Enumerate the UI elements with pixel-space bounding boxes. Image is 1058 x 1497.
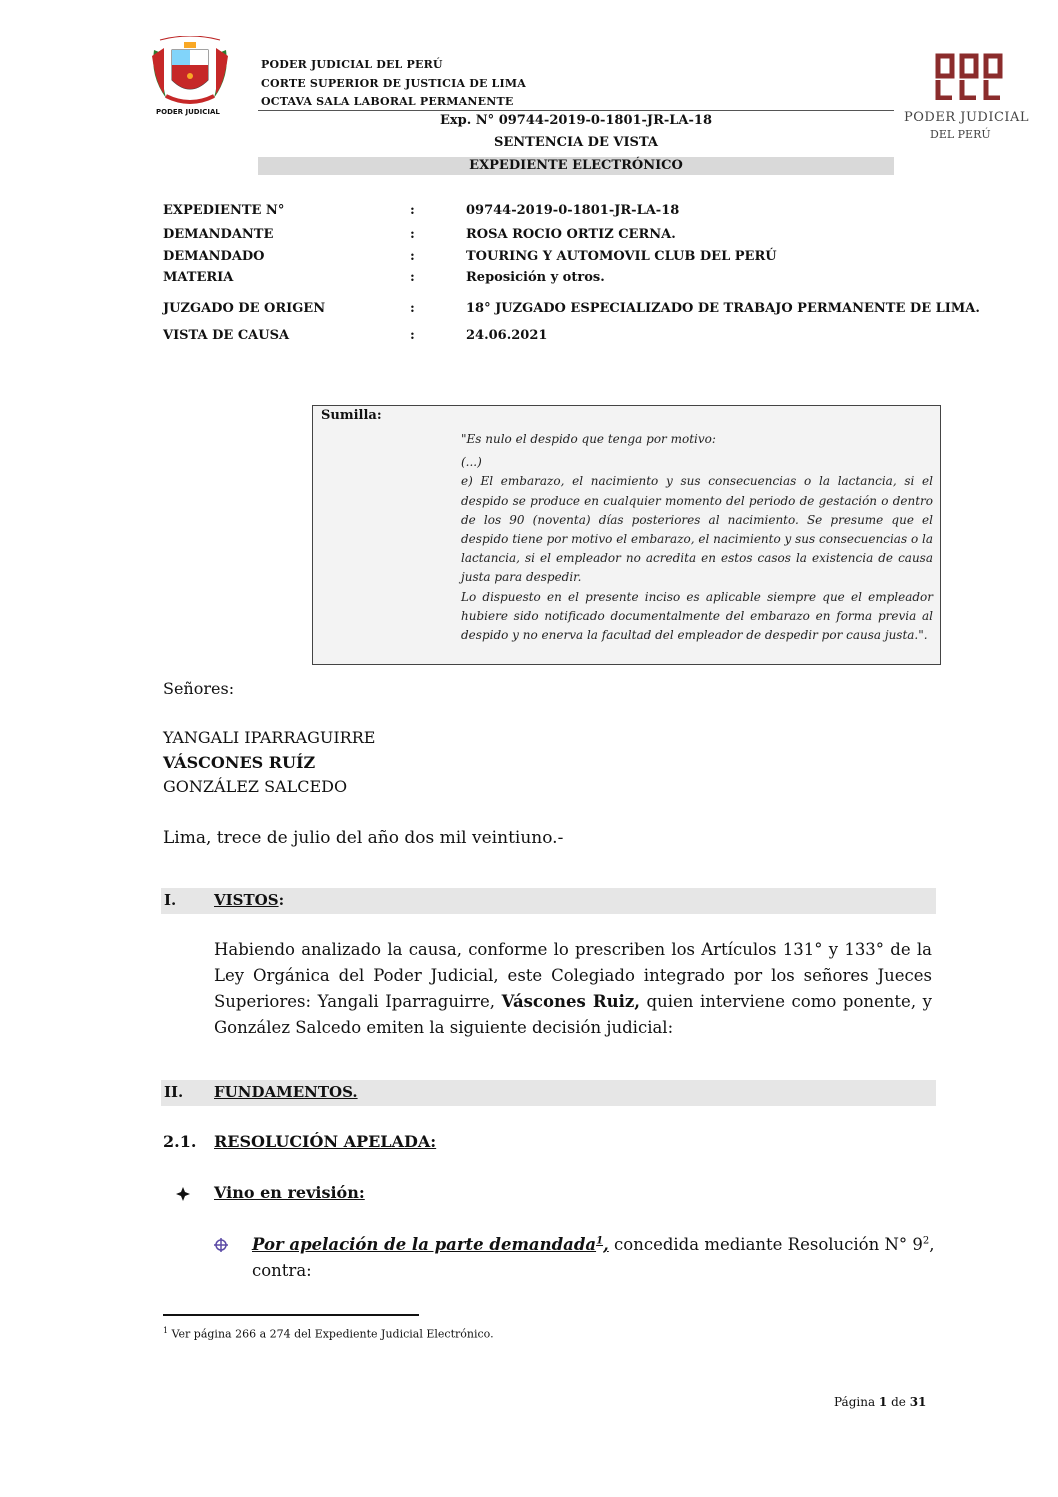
- sumilla-title: Sumilla:: [321, 408, 382, 423]
- page-current: 1: [878, 1395, 888, 1409]
- appeal-comma: ,: [603, 1235, 609, 1254]
- meta-label-demandante: DEMANDANTE: [163, 227, 274, 242]
- header-rule: [258, 110, 894, 111]
- judge-name: GONZÁLEZ SALCEDO: [163, 777, 348, 796]
- date-line: Lima, trece de julio del año dos mil veintiuno.-: [163, 828, 564, 848]
- meta-label-materia: MATERIA: [163, 270, 234, 285]
- poder-judicial-logo: [904, 52, 1030, 144]
- appeal-line: [252, 1235, 935, 1254]
- ponente-name: Váscones Ruiz,: [501, 992, 640, 1011]
- page-middle: de: [887, 1395, 910, 1409]
- judge-name-ponente: VÁSCONES RUÍZ: [163, 753, 316, 772]
- meta-colon: :: [410, 270, 415, 285]
- section-colon: :: [278, 891, 285, 909]
- appeal-text: concedida mediante Resolución N° 9: [608, 1235, 923, 1254]
- footnote: [163, 1326, 494, 1341]
- appeal-line-2: contra:: [252, 1261, 312, 1280]
- footnote-text: Ver página 266 a 274 del Expediente Judicial Electrónico.: [168, 1327, 494, 1341]
- subsection-number: 2.1.: [163, 1132, 197, 1151]
- expediente-number-line: Exp. N° 09744-2019-0-1801-JR-LA-18: [440, 113, 712, 128]
- meta-label-expediente: EXPEDIENTE N°: [163, 203, 285, 218]
- crosshair-bullet-icon: [214, 1237, 228, 1251]
- sumilla-paragraph: Lo dispuesto en el presente inciso es aplicable siempre que el empleador hubiere sido notificado documentalmente del embarazo en forma previa al despido y no enerva la facultad del empleador de despedir por causa justa.".: [461, 589, 933, 643]
- section-title: VISTOS: [214, 891, 279, 909]
- judge-name: YANGALI IPARRAGUIRRE: [163, 728, 376, 747]
- meta-label-juzgado: JUZGADO DE ORIGEN: [163, 301, 326, 316]
- meta-value-demandado: TOURING Y AUTOMOVIL CLUB DEL PERÚ: [466, 249, 777, 264]
- meta-colon: :: [410, 203, 415, 218]
- senores-label: Señores:: [163, 679, 235, 698]
- sumilla-box: [312, 405, 941, 665]
- meta-colon: :: [410, 227, 415, 242]
- sumilla-paragraph: e) El embarazo, el nacimiento y sus consecuencias o la lactancia, si el despido se produce en cualquier momento del periodo de gestación o dentro de los 90 (noventa) días posteriores al nacimiento. Se presume que el despido tiene por motivo el embarazo, el nacimiento y sus consecuencias o la lactancia, si el empleador no acredita en estos casos la existencia de causa justa para despedir.: [461, 474, 933, 585]
- section-title: FUNDAMENTOS.: [214, 1083, 358, 1101]
- meta-colon: :: [410, 328, 415, 343]
- logo-text-line-2: DEL PERÚ: [930, 128, 991, 141]
- meta-value-demandante: ROSA ROCIO ORTIZ CERNA.: [466, 227, 676, 242]
- section-fundamentos-bar: [161, 1080, 936, 1106]
- meta-label-vista: VISTA DE CAUSA: [163, 328, 290, 343]
- meta-value-vista: 24.06.2021: [466, 328, 548, 343]
- paragraph-text: quien interviene como ponente, y González Salcedo emiten la siguiente decisión judicial:: [214, 992, 932, 1037]
- meta-label-demandado: DEMANDADO: [163, 249, 265, 264]
- sumilla-quote-intro: "Es nulo el despido que tenga por motivo:: [461, 432, 716, 446]
- electronic-file-banner: EXPEDIENTE ELECTRÓNICO: [258, 157, 894, 175]
- section-number: II.: [164, 1083, 184, 1101]
- sumilla-text: [461, 430, 933, 645]
- page-total: 31: [909, 1395, 927, 1409]
- section-vistos-bar: [161, 888, 936, 914]
- meta-colon: :: [410, 249, 415, 264]
- subsection-title: RESOLUCIÓN APELADA:: [214, 1132, 437, 1151]
- page-number: [834, 1395, 926, 1409]
- footnote-rule: [163, 1314, 419, 1316]
- logo-caption: PODER JUDICIAL: [156, 108, 220, 116]
- footnote-number: 1: [163, 1326, 169, 1335]
- meta-value-expediente: 09744-2019-0-1801-JR-LA-18: [466, 203, 680, 218]
- header-line-1: PODER JUDICIAL DEL PERÚ: [261, 58, 443, 71]
- bullet-title: Vino en revisión:: [214, 1183, 365, 1202]
- page-prefix: Página: [834, 1395, 879, 1409]
- diamond-bullet-icon: [176, 1186, 190, 1200]
- vistos-paragraph: [214, 937, 932, 1041]
- section-heading: [214, 891, 284, 909]
- appeal-title: Por apelación de la parte demandada: [252, 1235, 597, 1254]
- appeal-text-end: ,: [929, 1235, 935, 1254]
- meta-colon: :: [410, 301, 415, 316]
- coat-of-arms-logo: [150, 36, 230, 118]
- meta-value-materia: Reposición y otros.: [466, 270, 605, 285]
- logo-text-line-1: PODER JUDICIAL: [904, 110, 1030, 125]
- paragraph-text: Habiendo analizado la causa, conforme lo prescriben los Artículos 131° y 133° de la Ley Orgánica del Poder Judicial, este Colegiado integrado por los señores Jueces Superiores: Yangali Iparraguirre,: [214, 940, 932, 1011]
- footnote-ref: 1: [596, 1235, 604, 1247]
- document-type: SENTENCIA DE VISTA: [494, 135, 658, 150]
- meta-value-juzgado: 18° JUZGADO ESPECIALIZADO DE TRABAJO PERMANENTE DE LIMA.: [466, 301, 980, 316]
- section-number: I.: [164, 891, 177, 909]
- header-line-2: CORTE SUPERIOR DE JUSTICIA DE LIMA: [261, 77, 526, 90]
- header-line-3: OCTAVA SALA LABORAL PERMANENTE: [261, 95, 514, 108]
- sumilla-ellipsis: (...): [461, 455, 482, 470]
- footnote-ref: 2: [922, 1235, 930, 1247]
